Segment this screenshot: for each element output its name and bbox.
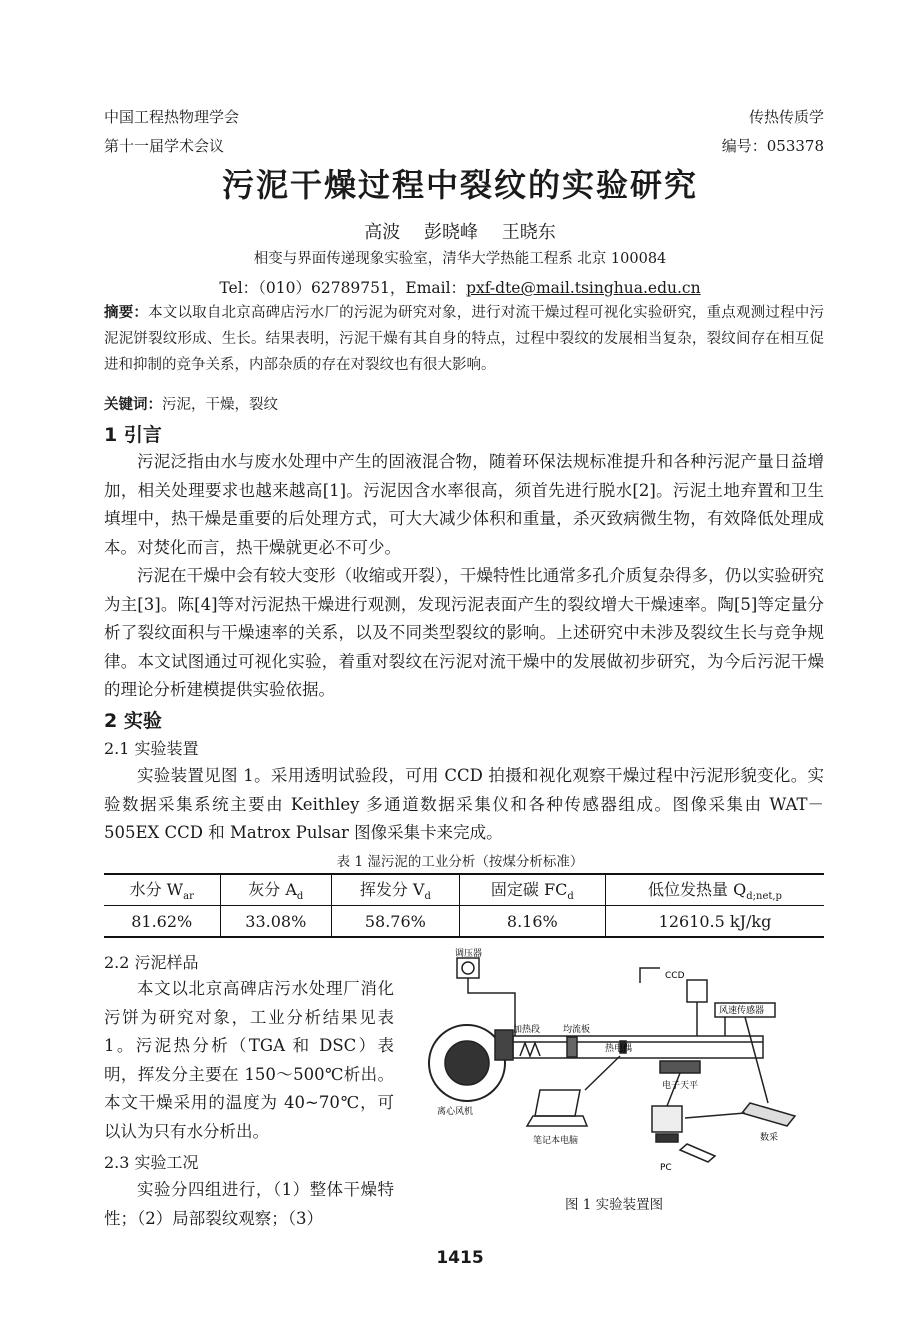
label-ccd: CCD bbox=[665, 971, 685, 981]
keywords bbox=[104, 393, 278, 414]
table-header-cell: 灰分 $A_d$ bbox=[220, 874, 332, 906]
laptop-icon bbox=[535, 1090, 580, 1116]
label-heater: 加热段 bbox=[513, 1025, 541, 1035]
industrial-analysis-table bbox=[104, 873, 824, 938]
email-link[interactable]: pxf-dte@mail.tsinghua.edu.cn bbox=[466, 279, 701, 297]
wind-tunnel-duct-icon bbox=[513, 1036, 763, 1058]
page-number: 1415 bbox=[436, 1248, 484, 1268]
table-header-cell: 固定碳 $FC_d$ bbox=[459, 874, 605, 906]
affiliation: 相变与界面传递现象实验室，清华大学热能工程系 北京 100084 bbox=[253, 251, 667, 267]
contact-prefix: Tel：（010）62789751，Email： bbox=[219, 279, 467, 297]
contact-line bbox=[0, 276, 920, 298]
paper-title: 污泥干燥过程中裂纹的实验研究 bbox=[221, 166, 698, 204]
table-header-cell: 低位发热量 $Q_{d;net,p}$ bbox=[606, 874, 825, 906]
label-honeycomb: 均流板 bbox=[563, 1025, 591, 1035]
honeycomb-icon bbox=[567, 1037, 577, 1057]
label-regulator: 调压器 bbox=[455, 949, 483, 959]
table-1-caption: 表 1 湿污泥的工业分析（按煤分析标准） bbox=[336, 854, 584, 870]
section-2-2-text: 本文以北京高碑店污水处理厂消化污饼为研究对象，工业分析结果见表1。污泥热分析（TGA 和 DSC）表明，挥发分主要在 150～500℃析出。本文干燥采用的温度为 40~70℃，可以认为只有水分析出。 bbox=[104, 979, 394, 1141]
table-cell: 12610.5 kJ/kg bbox=[606, 906, 825, 938]
abstract-label: 摘要： bbox=[104, 304, 149, 321]
conference-session: 第十一届学术会议 bbox=[104, 137, 225, 155]
label-thermocouple: 热电偶 bbox=[605, 1044, 633, 1054]
table-header-cell: 挥发分 $V_d$ bbox=[332, 874, 460, 906]
section-2-1-text: 实验装置见图 1。采用透明试验段，可用 CCD 拍摄和视化观察干燥过程中污泥形貌变化。实验数据采集系统主要由 Keithley 多通道数据采集仪和各种传感器组成。图像采集由 WAT－505EX CCD 和 Matrox Pulsar 图像采集卡来完成。 bbox=[104, 766, 824, 843]
keywords-label: 关键词： bbox=[104, 396, 162, 413]
section-2-2-heading: 2.2 污泥样品 bbox=[104, 953, 199, 972]
table-cell: 58.76% bbox=[332, 906, 460, 938]
abstract-text: 本文以取自北京高碑店污水厂的污泥为研究对象，进行对流干燥过程可视化实验研究，重点观测过程中污泥泥饼裂纹形成、生长。结果表明，污泥干燥有其自身的特点，过程中裂纹的发展相当复杂，裂纹间存在相互促进和抑制的竞争关系，内部杂质的存在对裂纹也有很大影响。 bbox=[104, 305, 824, 373]
authors: 高波 彭晓峰 王晓东 bbox=[364, 222, 556, 243]
section-2-3-heading: 2.3 实验工况 bbox=[104, 1153, 199, 1172]
section-1-paragraph-2: 污泥在干燥中会有较大变形（收缩或开裂），干燥特性比通常多孔介质复杂得多，仍以实验研究为主[3]。陈[4]等对污泥热干燥进行观测，发现污泥表面产生的裂纹增大干燥速率。陶[5]等定量分析了裂纹面积与干燥速率的关系，以及不同类型裂纹的影响。上述研究中未涉及裂纹生长与竞争规律。本文试图通过可视化实验，着重对裂纹在污泥对流干燥中的发展做初步研究，为今后污泥干燥的理论分析建模提供实验依据。 bbox=[104, 566, 824, 700]
label-balance: 电子天平 bbox=[662, 1081, 699, 1091]
keywords-text: 污泥，干燥，裂纹 bbox=[162, 397, 278, 413]
paper-number: 编号：053378 bbox=[721, 137, 824, 155]
section-2-heading: 2 实验 bbox=[104, 710, 162, 732]
regulator-dial-icon bbox=[462, 962, 474, 974]
pc-monitor-icon bbox=[652, 1106, 682, 1132]
table-cell: 81.62% bbox=[104, 906, 220, 938]
data-acquisition-icon bbox=[742, 1103, 795, 1126]
topic-label: 传热传质学 bbox=[748, 108, 824, 126]
abstract bbox=[104, 300, 824, 378]
experimental-setup-figure bbox=[415, 948, 830, 1183]
conference-name: 中国工程热物理学会 bbox=[104, 108, 240, 126]
label-laptop: 笔记本电脑 bbox=[533, 1136, 579, 1146]
table-cell: 8.16% bbox=[459, 906, 605, 938]
label-hub: 数采 bbox=[760, 1133, 779, 1143]
table-header-row bbox=[104, 874, 824, 906]
section-1-heading: 1 引言 bbox=[104, 424, 162, 446]
table-cell: 33.08% bbox=[220, 906, 332, 938]
label-pc: PC bbox=[660, 1163, 672, 1173]
figure-1-caption: 图 1 实验装置图 bbox=[565, 1197, 664, 1213]
ccd-camera-icon bbox=[687, 980, 707, 1002]
section-1-paragraph-1: 污泥泛指由水与废水处理中产生的固液混合物，随着环保法规标准提升和各种污泥产量日益增加，相关处理要求也越来越高[1]。污泥因含水率很高，须首先进行脱水[2]。污泥土地弃置和卫生填埋中，热干燥是重要的后处理方式，可大大减少体积和重量，杀灭致病微生物，有效降低处理成本。对焚化而言，热干燥就更必不可少。 bbox=[104, 452, 824, 557]
heater-icon bbox=[520, 1043, 540, 1056]
regulator-icon bbox=[457, 958, 479, 978]
balance-icon bbox=[660, 1061, 700, 1073]
table-header-cell: 水分 $W_{ar}$ bbox=[104, 874, 220, 906]
keyboard-icon bbox=[680, 1144, 715, 1162]
table-row bbox=[104, 906, 824, 938]
label-fan: 离心风机 bbox=[437, 1107, 474, 1117]
section-2-1-heading: 2.1 实验装置 bbox=[104, 739, 199, 758]
section-2-3-text: 实验分四组进行，（1）整体干燥特性；（2）局部裂纹观察；（3） bbox=[104, 1180, 394, 1228]
label-anemometer: 风速传感器 bbox=[719, 1006, 765, 1016]
